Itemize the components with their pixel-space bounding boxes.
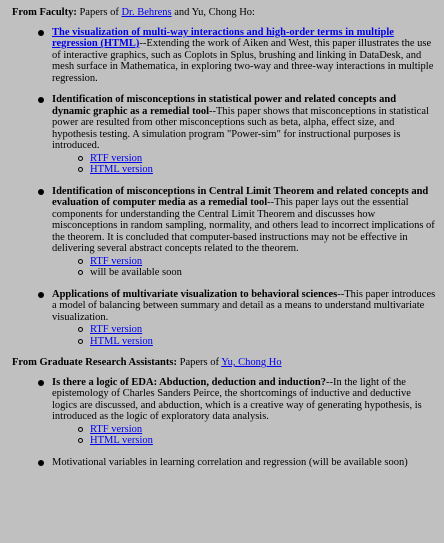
paper-plain-text: Motivational variables in learning correlation and regression (will be available soon) (52, 456, 408, 468)
format-links (52, 424, 436, 447)
sub-list-item (78, 153, 436, 165)
format-links (52, 256, 436, 279)
html-link[interactable]: HTML version (90, 164, 153, 175)
faculty-heading: From Faculty: (12, 7, 77, 18)
html-link[interactable]: HTML version (90, 335, 153, 347)
paper-description: --Extending the work of Aiken and West, this paper illustrates the use of interactive graphics, such as Coplots in Splus, brushing and linking in DataDesk, and mesh surface in Mathematica, in exploring two-way and three-way interactions in multiple regression. (52, 38, 434, 84)
sub-list-item (78, 324, 436, 336)
paper-title: Applications of multivariate visualization to behavioral sciences (52, 288, 338, 300)
list-item (38, 27, 436, 85)
paper-title: Is there a logic of EDA: Abduction, deduction and induction? (52, 376, 327, 388)
yu-link[interactable]: Yu, Chong Ho (221, 357, 282, 368)
assistants-intro: Papers of (176, 357, 222, 368)
rtf-link[interactable]: RTF version (90, 423, 143, 435)
sub-list-item (78, 435, 436, 447)
list-item (38, 377, 436, 447)
faculty-intro: Papers of (76, 7, 122, 18)
rtf-link[interactable]: RTF version (90, 255, 143, 267)
format-links (52, 153, 436, 176)
rtf-link[interactable]: RTF version (90, 324, 143, 335)
assistants-heading: From Graduate Research Assistants: (12, 357, 177, 368)
sub-list-item (78, 256, 436, 268)
paper-title: Identification of misconceptions in Central Limit Theorem and related concepts and evaluation of computer media as a remedial tool (52, 185, 429, 208)
list-item (38, 289, 436, 348)
faculty-papers-list (12, 27, 436, 348)
behrens-link[interactable]: Dr. Behrens (121, 7, 172, 18)
paper-title-link[interactable]: The visualization of multi-way interactions and high-order terms in multiple regression (HTML) (52, 26, 394, 49)
list-item (38, 186, 436, 279)
sub-list-item (78, 267, 436, 279)
html-link[interactable]: HTML version (90, 435, 153, 446)
sub-list-item (78, 336, 436, 348)
paper-description: --In the light of the epistemology of Charles Sanders Peirce, the shortcomings of inductive and deductive logics are discussed, and abduction, which is a creative way of generating hypothesis, is introduced as the logic of exploratory data analysis. (52, 376, 422, 422)
paper-description: --This paper lays out the essential components for understanding the Central Limit Theorem and discusses how misconceptions in random sampling, normality, and others lead to incorrect implications of the theorem. It is concluded that computer-based instructions may not be effective in delivering several abstract concepts related to the theorem. (52, 197, 435, 254)
faculty-heading-line (12, 7, 436, 19)
list-item (38, 457, 436, 469)
sub-list-item (78, 424, 436, 436)
assistants-heading-line (12, 357, 436, 369)
faculty-intro-tail: and Yu, Chong Ho: (171, 7, 255, 18)
paper-title: Identification of misconceptions in statistical power and related concepts and dynamic graphic as a remedial tool (52, 94, 397, 117)
list-item (38, 94, 436, 176)
assistants-papers-list (12, 377, 436, 469)
sub-list-item (78, 164, 436, 176)
rtf-link[interactable]: RTF version (90, 152, 143, 164)
paper-description: --This paper introduces a model of balancing between summary and detail as a means to understand multivariate visualization. (52, 288, 436, 323)
pending-note: will be available soon (90, 267, 182, 278)
paper-description: --This paper shows that misconceptions in statistical power are resulted from other misconceptions such as beta, alpha, effect size, and hypothesis testing. A simulation program "Power-sim" for instructional purposes is introduced. (52, 105, 429, 151)
format-links (52, 324, 436, 347)
